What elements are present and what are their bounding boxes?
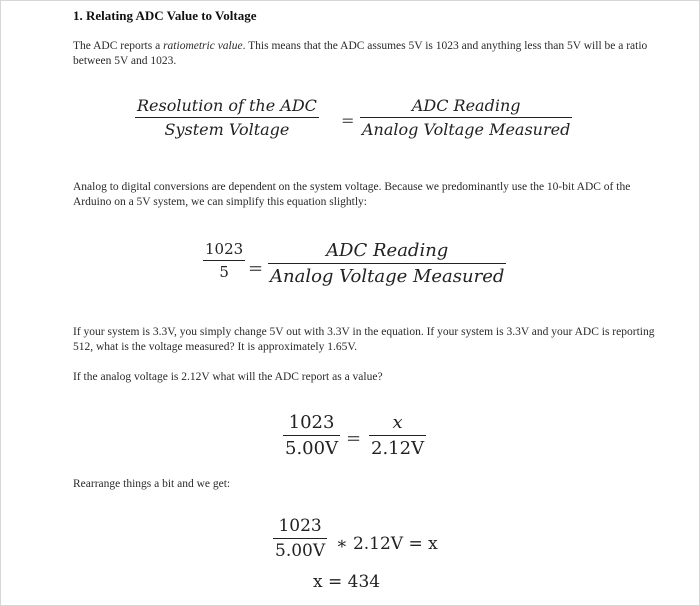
eq2-left-fraction-bar <box>203 260 245 261</box>
eq4-fraction <box>273 516 327 561</box>
system-voltage-paragraph: Analog to digital conversions are dependent on the system voltage. Because we predominantly use the 10-bit ADC of the Arduino on a 5V system, we can simplify this equation slightly: <box>73 181 631 208</box>
eq4-denominator: 5.00V <box>275 541 326 562</box>
question-paragraph: If the analog voltage is 2.12V what will the ADC report as a value? <box>73 371 383 383</box>
eq4-fraction-bar <box>273 538 327 539</box>
eq3-right-denominator: 2.12V <box>371 438 425 460</box>
intro-text-end: . This means that the ADC assumes 5V is 1023 and anything less than 5V will be a ratio between 5V and 1023. <box>73 40 648 67</box>
eq2-right-denominator: Analog Voltage Measured <box>270 266 505 288</box>
eq2-equals-sign: = <box>248 258 264 279</box>
eq1-equals-sign: = <box>341 111 355 130</box>
eq1-right-fraction <box>360 96 572 139</box>
eq2-left-numerator: 1023 <box>205 240 244 258</box>
section-heading: 1. Relating ADC Value to Voltage <box>73 8 257 23</box>
eq1-left-numerator: Resolution of the ADC <box>137 96 317 115</box>
eq4-numerator: 1023 <box>278 516 322 536</box>
eq3-right-fraction-bar <box>369 435 426 436</box>
eq3-right-numerator: x <box>392 412 403 433</box>
eq2-right-numerator: ADC Reading <box>326 240 449 261</box>
eq1-left-fraction <box>135 96 319 139</box>
eq2-left-fraction <box>203 240 245 281</box>
eq1-right-numerator: ADC Reading <box>411 96 521 115</box>
intro-text-start: The ADC reports a <box>73 40 164 52</box>
rearrange-paragraph: Rearrange things a bit and we get: <box>73 478 231 490</box>
eq2-right-fraction-bar <box>268 263 506 264</box>
eq3-left-denominator: 5.00V <box>285 438 339 460</box>
ratiometric-term: ratiometric value <box>163 40 243 52</box>
three-volt-paragraph: If your system is 3.3V, you simply change 5V out with 3.3V in the equation. If your system is 3.3V and your ADC is reporting 512, what is the voltage measured? It is approximately 1.65V. <box>73 326 655 353</box>
eq3-equals-sign: = <box>346 428 362 449</box>
eq1-left-denominator: System Voltage <box>164 120 290 140</box>
intro-paragraph <box>73 39 663 69</box>
eq2-left-denominator: 5 <box>219 263 229 282</box>
eq3-right-fraction <box>369 412 426 459</box>
eq3-left-numerator: 1023 <box>288 412 335 433</box>
eq2-right-fraction <box>268 240 506 287</box>
eq3-left-fraction-bar <box>283 435 340 436</box>
eq3-left-fraction <box>283 412 340 459</box>
eq1-left-fraction-bar <box>135 117 319 118</box>
eq1-right-fraction-bar <box>360 117 572 118</box>
result-equation: x = 434 <box>313 572 381 592</box>
eq1-right-denominator: Analog Voltage Measured <box>362 120 571 140</box>
eq4-multiplication: ∗ 2.12V = x <box>336 534 438 554</box>
